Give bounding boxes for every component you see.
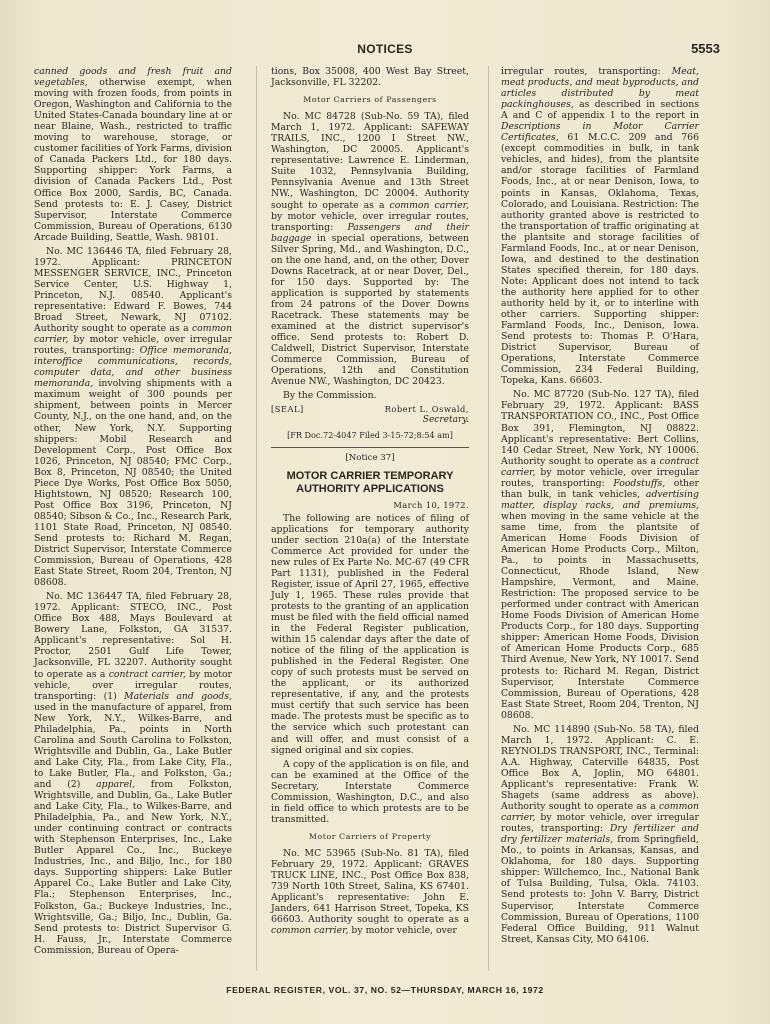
- signatory-name: Robert L. Oswald,: [384, 404, 469, 415]
- paragraph: No. MC 87720 (Sub-No. 127 TA), filed February 29, 1972. Applicant: BASS TRANSPORTATION CO., INC., Post Office Box 391, Flemington, NJ 08822. Applicant's representative: Bert Collins, 140 Cedar Street, New York, NY 10006. Authority sought to operate as a contract carrier, by motor vehicle, over irregular routes, transporting: Foodstuffs, other than bulk, in tank vehicles, advertising matter, display racks, and premiums, when moving in the same vehicle at the same time, from the plantsite of American Home Foods Division of American Home Products Corp., Milton, Pa., to points in Massachusetts, Connecticut, Rhode Island, New Hampshire, Vermont, and Maine. Restriction: The proposed service to be performed under contract with American Home Foods Division of American Home Products Corp., for 180 days. Supporting shipper: American Home Foods, Division of American Home Products Corp., 685 Third Avenue, New York, NY 10017. Send protests to: Richard M. Regan, District Supervisor, Interstate Commerce Commission, Bureau of Operations, 428 East State Street, Room 204, Trenton, NJ 08608.: [501, 389, 699, 721]
- notice-number: [Notice 37]: [345, 452, 395, 463]
- paragraph: No. MC 136447 TA, filed February 28, 1972. Applicant: STECO, INC., Post Office Box 488, Mays Boulevard at Bowery Lane, Folkston, GA 31537. Applicant's representative: Sol H. Proctor, 2501 Gulf Life Tower, Jacksonville, FL 32207. Authority sought to operate as a contract carrier, by motor vehicle, over irregular routes, transporting: (1) Materials and goods, used in the manufacture of apparel, from New York, N.Y., Wilkes-Barre, and Philadelphia, Pa., points in North Carolina and South Carolina to Folkston, Wrightsville and Dublin, Ga., Lake Butler and Lake City, Fla., from Lake City, Fla., to Lake Butler, Fla., and Folkston, Ga.; and (2) apparel, from Folkston, Wrightsville, and Dublin, Ga., Lake Butler and Lake City, Fla., to Wilkes-Barre, and Philadelphia, Pa., and New York, N.Y., under continuing contract or contracts with Stephenson Enterprises, Inc., Lake Butler Apparel Co., Inc., Buckeye Industries, Inc., and Biljo, Inc., for 180 days. Supporting shippers: Lake Butler Apparel Co., Lake Butler and Lake City, Fla.; Stephenson Enterprises, Inc., Folkston, Ga.; Buckeye Industries, Inc., Wrightsville, Ga.; Biljo, Inc., Dublin, Ga. Send protests to: District Supervisor G. H. Fauss, Jr., Interstate Commerce Commission, Bureau of Opera-: [34, 591, 232, 956]
- section-title: NOTICES: [357, 42, 413, 56]
- column-2: [271, 66, 469, 939]
- column-1: [34, 66, 232, 959]
- paragraph: tions, Box 35008, 400 West Bay Street, Jacksonville, FL 32202.: [271, 66, 469, 89]
- page-number: 5553: [691, 41, 720, 56]
- column-divider: [256, 66, 257, 971]
- signature-row: [271, 404, 469, 415]
- page-footer: FEDERAL REGISTER, VOL. 37, NO. 52—THURSDAY, MARCH 16, 1972: [226, 985, 544, 995]
- divider: [271, 447, 469, 448]
- subheading: Motor Carriers of Property: [308, 831, 432, 841]
- paragraph: The following are notices of filing of applications for temporary authority under section 210a(a) of the Interstate Commerce Act provided for under the new rules of Ex Parte No. MC-67 (49 CFR Part 1131), published in the Federal Register, issue of April 27, 1965, effective July 1, 1965. These rules provide that protests to the granting of an application must be filed with the field official named in the Federal Register publication, within 15 calendar days after the date of notice of the filing of the application is published in the Federal Register. One copy of such protests must be served on the applicant, or its authorized representative, if any, and the protests must certify that such service has been made. The protests must be specific as to the service which such protestant can and will offer, and must consist of a signed original and six copies.: [271, 512, 469, 756]
- paragraph: No. MC 136446 TA, filed February 28, 1972. Applicant: PRINCETON MESSENGER SERVICE, INC., Princeton Service Center, U.S. Highway 1, Princeton, N.J. 08540. Applicant's representative: Edward F. Bowes, 744 Broad Street, Newark, NJ 07102. Authority sought to operate as a common carrier, by motor vehicle, over irregular routes, transporting: Office memoranda, interoffice communications, records, computer data, and other business memoranda, involving shipments with a maximum weight of 300 pounds per shipment, between points in Mercer County, N.J., on the one hand, and, on the other, New York, N.Y. Supporting shippers: Mobil Research and Development Corp., Post Office Box 1026, Princeton, NJ 08540; FMC Corp., Box 8, Princeton, NJ 08540; the United Piece Dye Works, Post Office Box 5050, Hightstown, NJ 08520; Research 100, Post Office Box 3196, Princeton, NJ 08540; Sibson & Co., Inc., Research Park, 1101 State Road, Princeton, NJ 08540. Send protests to: Richard M. Regan, District Supervisor, Interstate Commerce Commission, Bureau of Operations, 428 East State Street, Room 204, Trenton, NJ 08608.: [34, 245, 232, 589]
- dateline: March 10, 1972.: [393, 499, 469, 510]
- column-3: [501, 66, 699, 948]
- paragraph: No. MC 53965 (Sub-No. 81 TA), filed February 29, 1972. Applicant: GRAVES TRUCK LINE, INC., Post Office Box 838, 739 North 10th Street, Salina, KS 67401. Applicant's representative: John E. Janders, 641 Harrison Street, Topeka, KS 66603. Authority sought to operate as a common carrier, by motor vehicle, over: [271, 847, 469, 937]
- paragraph: A copy of the application is on file, and can be examined at the Office of the Secretary, Interstate Commerce Commission, Washington, D.C., and also in field office to which protests are to be transmitted.: [271, 758, 469, 825]
- column-divider: [488, 66, 489, 971]
- subheading: Motor Carriers of Passengers: [303, 95, 437, 105]
- paragraph: By the Commission.: [283, 390, 377, 402]
- paragraph: irregular routes, transporting: Meat, meat products, and meat byproducts, and articles distributed by meat packinghouses, as described in sections A and C of appendix 1 to the report in Descriptions in Motor Carrier Certificates, 61 M.C.C. 209 and 766 (except commodities in bulk, in tank vehicles, and hides), from the plantsite and/or storage facilities of Farmland Foods, Inc., at or near Denison, Iowa, to points in Kansas, Oklahoma, Texas, Colorado, and Louisiana. Restriction: The authority granted above is restricted to the transportation of traffic originating at the plantsite and storage facilities of Farmland Foods, Inc., at or near Denison, Iowa, and destined to the destination States specified therein, for 180 days. Note: Applicant does not intend to tack the authority here applied for to other authority held by it, or to interline with other carriers. Supporting shipper: Farmland Foods, Inc., Denison, Iowa. Send protests to: Thomas P. O'Hara, District Supervisor, Bureau of Operations, Interstate Commerce Commission, 234 Federal Building, Topeka, Kans. 66603.: [501, 66, 699, 387]
- paragraph: No. MC 84728 (Sub-No. 59 TA), filed March 1, 1972. Applicant: SAFEWAY TRAILS, INC., 1200 I Street NW., Washington, DC 20005. Applicant's representative: Lawrence E. Linderman, Suite 1032, Pennsylvania Building, Pennsylvania Avenue and 13th Street NW., Washington, DC 20004. Authority sought to operate as a common carrier, by motor vehicle, over irregular routes, transporting: Passengers and their baggage in special operations, between Silver Spring, Md., and Washington, D.C., on the one hand, and, on the other, Dover Downs Racetrack, at or near Dover, Del., for 150 days. Supported by: The application is supported by statements from 24 patrons of the Dover Downs Racetrack. These statements may be examined at the district supervisor's office. Send protests to: Robert D. Caldwell, District Supervisor, Interstate Commerce Commission, Bureau of Operations, 12th and Constitution Avenue NW., Washington, DC 20423.: [271, 111, 469, 388]
- paragraph: No. MC 114890 (Sub-No. 58 TA), filed March 1, 1972. Applicant: C. E. REYNOLDS TRANSPORT, INC., Terminal: A.A. Highway, Caterville 64835, Post Office Box A, Joplin, MO 64801. Applicant's representative: Frank W. Shagets (same address as above). Authority sought to operate as a common carrier, by motor vehicle, over irregular routes, transporting: Dry fertilizer and dry fertilizer materials, from Springfield, Mo., to points in Arkansas, Kansas, and Oklahoma, for 180 days. Supporting shipper: Willchemco, Inc., National Bank of Tulsa Building, Tulsa, Okla. 74103. Send protests to: John V. Barry, District Supervisor, Interstate Commerce Commission, Bureau of Operations, 1100 Federal Office Building, 911 Walnut Street, Kansas City, MO 64106.: [501, 723, 700, 945]
- fr-doc-line: [FR Doc.72-4047 Filed 3-15-72;8:54 am]: [287, 430, 453, 441]
- signatory-title: Secretary.: [422, 415, 469, 426]
- paragraph: canned goods and fresh fruit and vegetables, otherwise exempt, when moving with frozen foods, from points in Oregon, Washington and California to the United States-Canada boundary line at or near Blaine, Wash., restricted to traffic moving to warehouse, storage, or customer facilities of York Farms, division of Canada Packers Ltd., for 180 days. Supporting shipper: York Farms, a division of Canada Packers Ltd., Post Office Box 2000, Sardis, BC, Canada. Send protests to: E. J. Casey, District Supervisor, Interstate Commerce Commission, Bureau of Operations, 6130 Arcade Building, Seattle, Wash. 98101.: [34, 66, 232, 243]
- seal-label: [SEAL]: [271, 404, 304, 415]
- notice-heading: MOTOR CARRIER TEMPORARY AUTHORITY APPLICATIONS: [286, 469, 454, 495]
